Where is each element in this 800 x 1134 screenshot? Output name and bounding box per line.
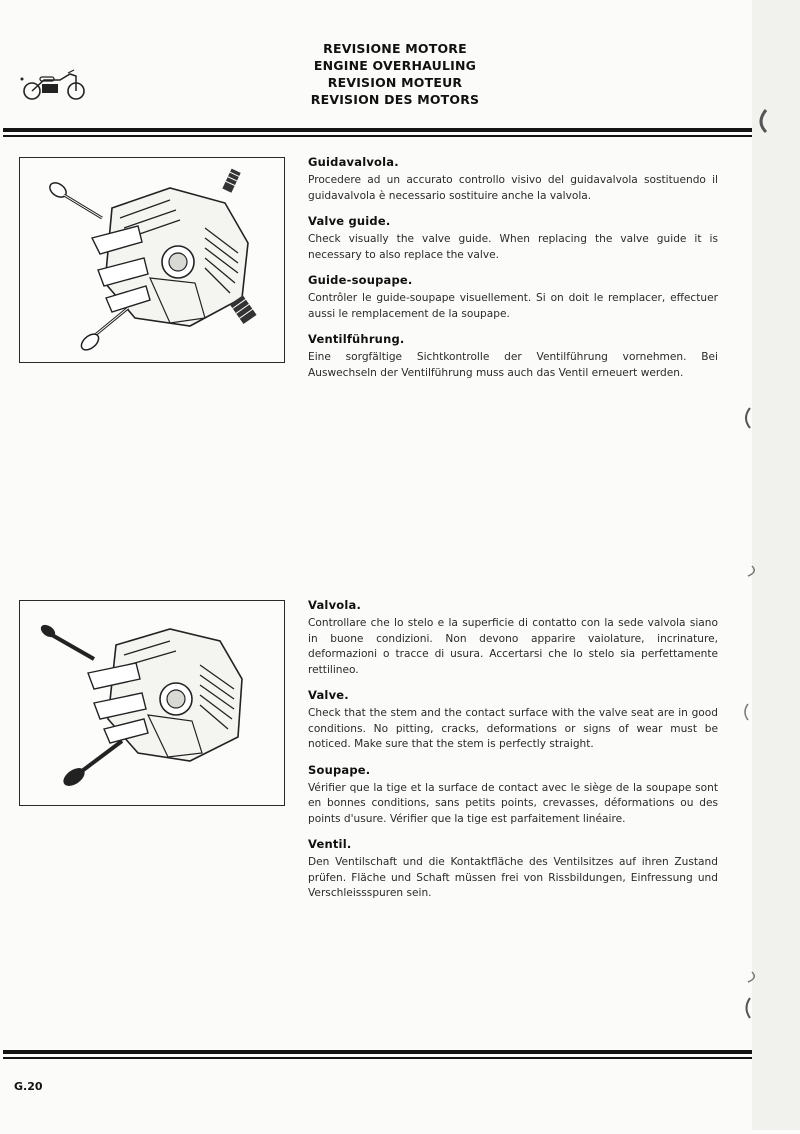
page-header — [250, 40, 540, 108]
footer-rule — [3, 1050, 780, 1059]
figure-1-drawing — [20, 158, 284, 362]
title-italian: REVISIONE MOTORE — [323, 41, 467, 56]
text-block — [308, 598, 718, 678]
text-block — [308, 688, 718, 753]
heading-german: Ventil. — [308, 837, 352, 851]
title-german: REVISION DES MOTORS — [310, 92, 480, 107]
paragraph-german: Den Ventilschaft und die Kontaktfläche des Ventilsitzes auf ihren Zustand prüfen. Fläche und Schaft müssen frei von Rissbildungen, Einfressung und Verschleissspuren sein. — [308, 856, 718, 899]
text-block — [308, 273, 718, 322]
text-block — [308, 332, 718, 381]
paragraph-french: Contrôler le guide-soupape visuellement. Si on doit le remplacer, effectuer aussi le remplacement de la soupape. — [308, 292, 718, 320]
text-block — [308, 763, 718, 828]
text-block — [308, 155, 718, 204]
paragraph-italian: Controllare che lo stelo e la superficie di contatto con la sede valvola siano in buone condizioni. Non devono apparire vaiolature, incrinature, deformazioni o tracce di usura. Accertarsi che lo stelo sia perfettamente rettilineo. — [308, 617, 718, 676]
text-block — [308, 837, 718, 902]
heading-english: Valve. — [308, 688, 349, 702]
heading-italian: Guidavalvola. — [308, 155, 399, 169]
paragraph-english: Check visually the valve guide. When replacing the valve guide it is necessary to also replace the valve. — [308, 233, 718, 261]
figure-2-drawing — [20, 601, 284, 805]
motorcycle-icon — [18, 68, 90, 104]
page-number: G.20 — [14, 1080, 43, 1093]
valve-section — [308, 598, 718, 912]
valve-guide-section — [308, 155, 718, 391]
heading-french: Guide-soupape. — [308, 273, 413, 287]
paragraph-german: Eine sorgfältige Sichtkontrolle der Ventilführung vornehmen. Bei Auswechseln der Ventilführung muss auch das Ventil erneuert werden. — [308, 351, 718, 379]
cylinder-head-valve-guide-illustration — [19, 157, 285, 363]
paragraph-english: Check that the stem and the contact surface with the valve seat are in good conditions. No pitting, cracks, deformations or signs of wear must be noticed. Make sure that the stem is perfectly straight. — [308, 707, 718, 750]
title-english: ENGINE OVERHAULING — [313, 58, 477, 73]
paragraph-french: Vérifier que la tige et la surface de contact avec le siège de la soupape sont en bonnes conditions, sans petits points, crevasses, déformations ou des points d'usure. Vérifier que la tige est parfaitement linéaire. — [308, 781, 718, 825]
cylinder-head-valves-illustration — [19, 600, 285, 806]
title-french: REVISION MOTEUR — [327, 75, 463, 90]
heading-german: Ventilführung. — [308, 332, 405, 346]
heading-french: Soupape. — [308, 762, 371, 777]
paragraph-italian: Procedere ad un accurato controllo visivo del guidavalvola sostituendo il guidavalvola è necessario sostituire anche la valvola. — [308, 174, 718, 202]
header-rule — [3, 128, 780, 137]
binding-edge — [728, 0, 800, 1130]
heading-english: Valve guide. — [308, 214, 391, 228]
heading-italian: Valvola. — [308, 598, 362, 612]
text-block — [308, 214, 718, 263]
